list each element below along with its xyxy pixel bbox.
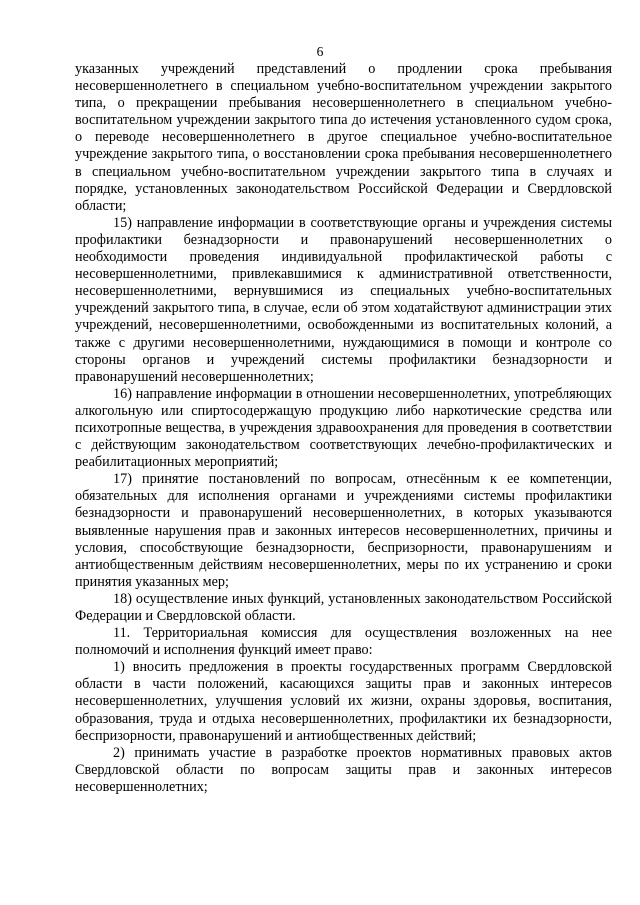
paragraph-item-17: 17) принятие постановлений по вопросам, отнесённым к ее компетенции, обязательных для исполнения органами и учреждениями системы профилактики безнадзорности и правонарушений несовершеннолетних, в которых указываются выявленные нарушения прав и законных интересов несовершеннолетних, причины и условия, способствующие безнадзорности, беспризорности, правонарушениям и антиобщественным действиям несовершеннолетних, меры по их устранению и сроки принятия указанных мер; (75, 471, 612, 590)
paragraph-continuation: указанных учреждений представлений о продлении срока пребывания несовершеннолетнего в специальном учебно-воспитательном учреждении закрытого типа, о прекращении пребывания несовершеннолетнего в специальном учебно-воспитательном учреждении закрытого типа до истечения установленного судом срока, о переводе несовершеннолетнего в другое специальное учебно-воспитательное учреждение закрытого типа, о восстановлении срока пребывания несовершеннолетнего в специальном учебно-воспитательном учреждении закрытого типа в случаях и порядке, установленных законодательством Российской Федерации и Свердловской области; (75, 61, 612, 214)
page-number: 6 (316, 44, 324, 59)
paragraph-item-15: 15) направление информации в соответствующие органы и учреждения системы профилактики безнадзорности и правонарушений несовершеннолетних о необходимости проведения индивидуальной профилактической работы с несовершеннолетними, привлекавшимися к административной ответственности, несовершеннолетними, вернувшимися из специальных учебно-воспитательных учреждений закрытого типа, в случае, если об этом ходатайствуют администрации этих учреждений, несовершеннолетними, освобожденными из воспитательных колоний, а также с другими несовершеннолетними, нуждающимися в помощи и контроле со стороны органов и учреждений системы профилактики безнадзорности и правонарушений несовершеннолетних; (75, 214, 612, 385)
paragraph-item-18: 18) осуществление иных функций, установленных законодательством Российской Федерации и Свердловской области. (75, 590, 612, 624)
document-body (75, 61, 612, 796)
paragraph-right-2: 2) принимать участие в разработке проектов нормативных правовых актов Свердловской области по вопросам защиты прав и законных интересов несовершеннолетних; (75, 744, 612, 795)
paragraph-item-16: 16) направление информации в отношении несовершеннолетних, употребляющих алкогольную или спиртосодержащую продукцию либо наркотические средства или психотропные вещества, в учреждения здравоохранения для проведения в соответствии с действующим законодательством соответствующих лечебно-профилактических и реабилитационных мероприятий; (75, 385, 612, 471)
paragraph-section-11: 11. Территориальная комиссия для осуществления возложенных на нее полномочий и исполнения функций имеет право: (75, 625, 612, 659)
paragraph-right-1: 1) вносить предложения в проекты государственных программ Свердловской области в части положений, касающихся защиты прав и законных интересов несовершеннолетних, улучшения условий их жизни, охраны здоровья, воспитания, образования, труда и отдыха несовершеннолетних, профилактики их безнадзорности, беспризорности, правонарушений и антиобщественных действий; (75, 659, 612, 744)
